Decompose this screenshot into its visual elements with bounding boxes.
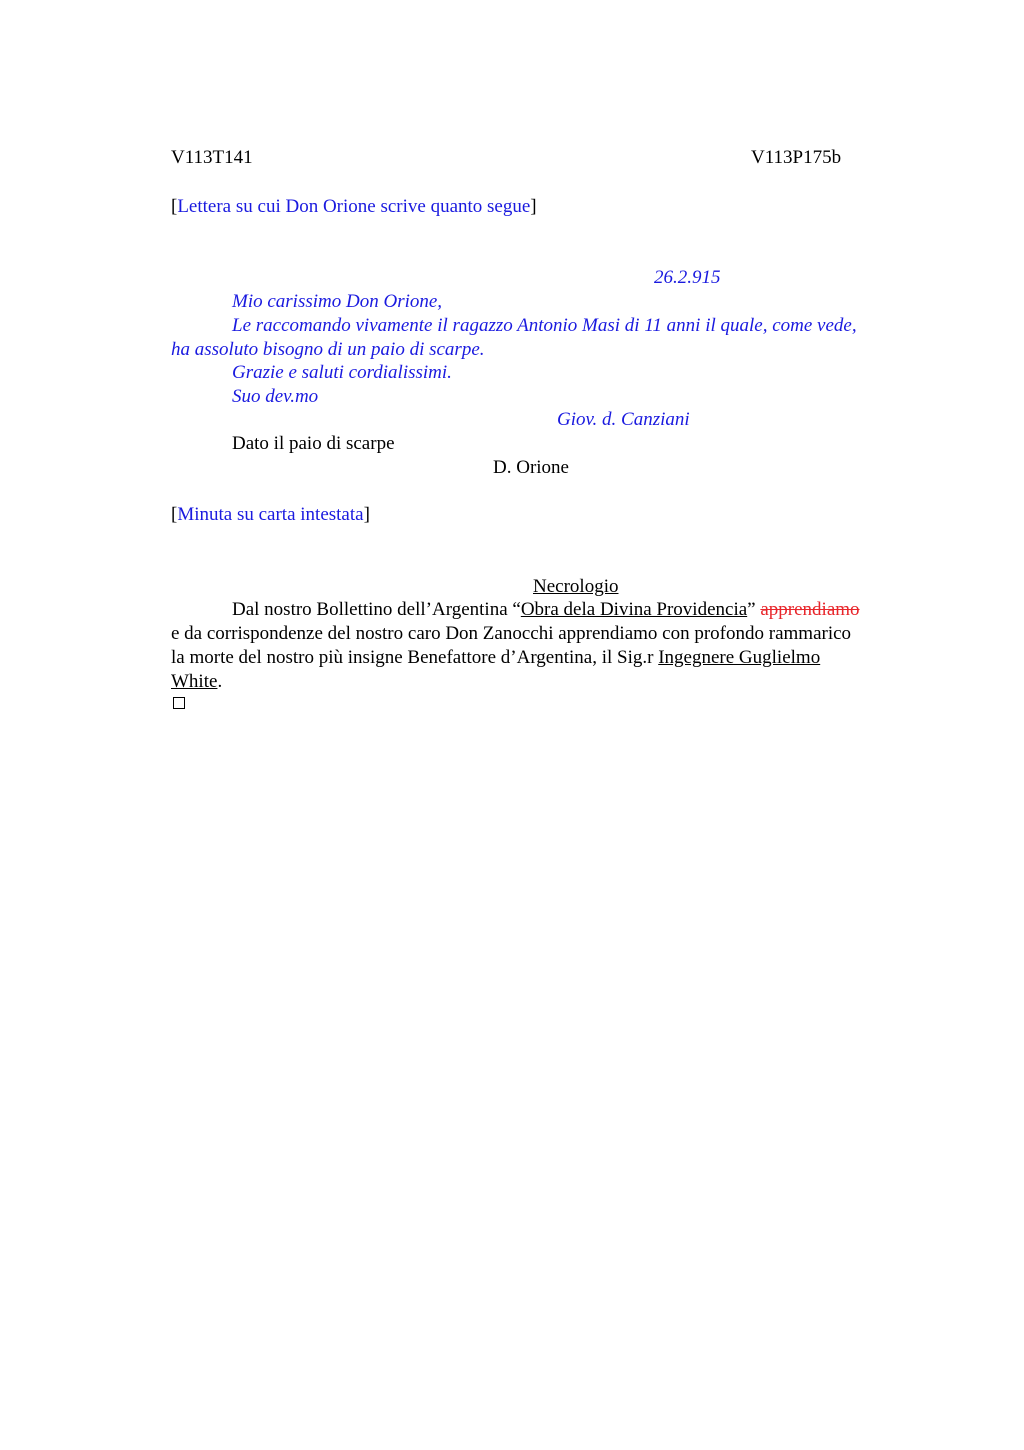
closing-quote: ” (747, 599, 756, 620)
editorial-note-draft (171, 503, 370, 527)
bracket-close: ] (363, 504, 370, 525)
document-code-right: V113P175b (751, 147, 842, 168)
empty-checkbox-symbol (173, 697, 185, 709)
letter-closing: Suo dev.mo (232, 386, 319, 407)
document-code-left: V113T141 (171, 147, 253, 168)
letter-signature: Giov. d. Canziani (557, 409, 690, 430)
bracket-close: ] (530, 196, 537, 217)
letter-date: 26.2.915 (654, 267, 721, 288)
necrologio-paragraph-line (171, 646, 820, 670)
paragraph-text: la morte del nostro più insigne Benefattore d’Argentina, il Sig.r (171, 647, 659, 668)
bulletin-title: Obra dela Divina Providencia (520, 599, 748, 620)
letter-body-line: ha assoluto bisogno di un paio di scarpe. (171, 339, 485, 360)
annotation-text: Dato il paio di scarpe (232, 433, 395, 454)
letter-thanks: Grazie e saluti cordialissimi. (232, 362, 452, 383)
benefactor-name: White (171, 671, 218, 692)
editorial-note-text: Minuta su carta intestata (177, 504, 364, 525)
necrologio-paragraph-line: e da corrispondenze del nostro caro Don Zanocchi apprendiamo con profondo rammarico (171, 623, 852, 644)
letter-body-line: Le raccomando vivamente il ragazzo Antonio Masi di 11 anni il quale, come vede, (232, 315, 857, 336)
annotation-signature: D. Orione (493, 457, 569, 478)
necrologio-paragraph-line (232, 598, 860, 622)
editorial-note-text: Lettera su cui Don Orione scrive quanto segue (177, 196, 531, 217)
editorial-note-letter (171, 195, 537, 219)
bracket-open: [ (171, 196, 178, 217)
paragraph-text: . (217, 671, 223, 692)
necrologio-title: Necrologio (533, 576, 619, 597)
bracket-open: [ (171, 504, 178, 525)
paragraph-text: Dal nostro Bollettino dell’Argentina “ (232, 599, 521, 620)
letter-salutation: Mio carissimo Don Orione, (232, 291, 443, 312)
necrologio-paragraph-line (171, 670, 222, 694)
benefactor-name: Ingegnere Guglielmo (658, 647, 821, 668)
deleted-word: apprendiamo (760, 599, 860, 620)
